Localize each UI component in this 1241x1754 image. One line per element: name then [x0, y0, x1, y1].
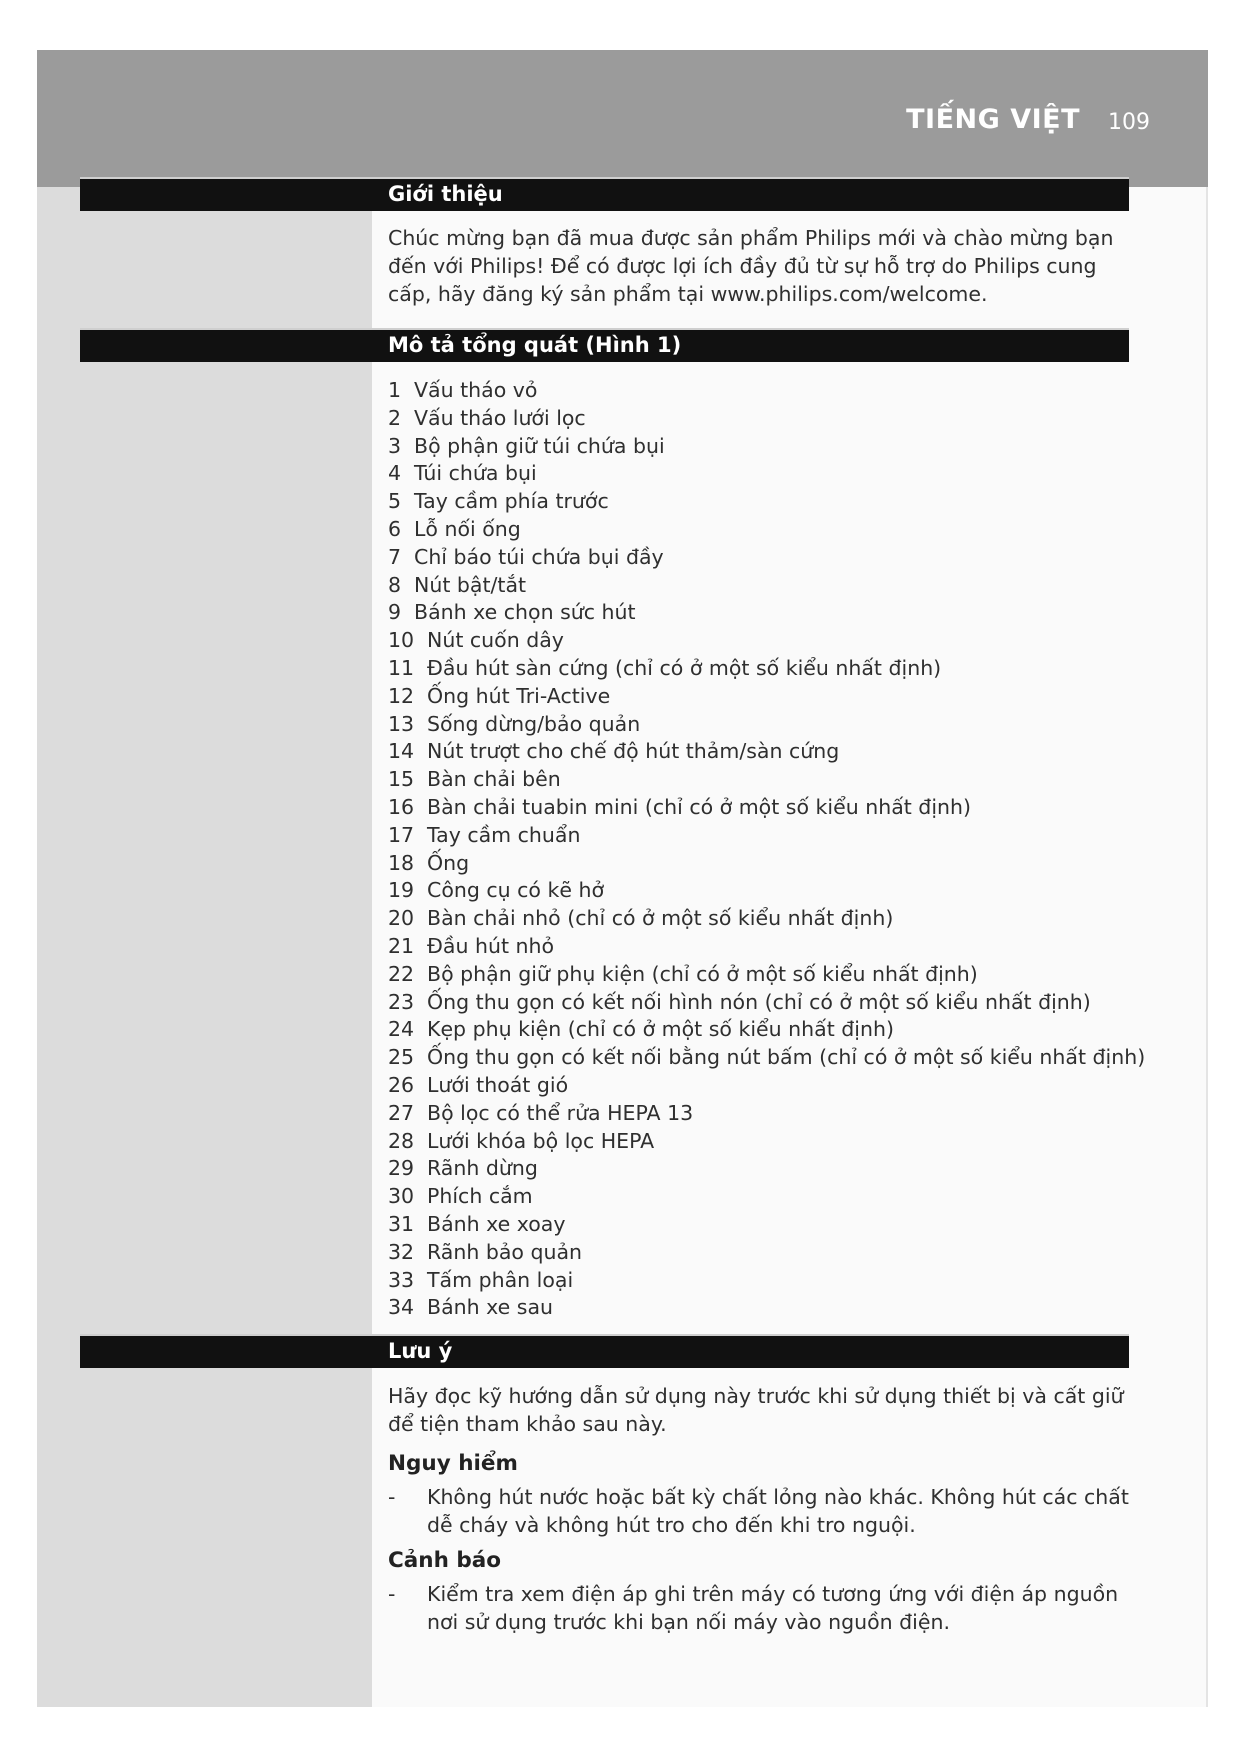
- list-item-text: Nút cuốn dây: [427, 628, 564, 653]
- danger-heading: Nguy hiểm: [388, 1451, 518, 1476]
- list-item-text: Lưới thoát gió: [427, 1072, 569, 1097]
- list-item-number: 20: [388, 906, 415, 931]
- list-item: [388, 1211, 1145, 1239]
- list-item: [388, 488, 1145, 516]
- notes-paragraph: Hãy đọc kỹ hướng dẫn sử dụng này trước khi sử dụng thiết bị và cất giữ để tiện tham khảo sau này.: [388, 1384, 1124, 1436]
- list-item-text: Bàn chải tuabin mini (chỉ có ở một số kiểu nhất định): [427, 794, 972, 819]
- list-item-number: 15: [388, 767, 415, 792]
- list-item-text: Lỗ nối ống: [414, 516, 521, 541]
- section-bar-intro: [80, 177, 1129, 211]
- list-item-text: Vấu tháo vỏ: [414, 378, 538, 402]
- list-item: [388, 1239, 1145, 1267]
- column-divider: [1206, 187, 1208, 1707]
- list-item: [388, 905, 1145, 933]
- list-item-text: Bộ phận giữ phụ kiện (chỉ có ở một số kiểu nhất định): [427, 961, 978, 986]
- danger-bullet: [388, 1483, 1133, 1539]
- danger-text: Không hút nước hoặc bất kỳ chất lỏng nào khác. Không hút các chất dễ cháy và không hút tro cho đến khi tro nguội.: [427, 1485, 1129, 1537]
- section-title-overview: Mô tả tổng quát (Hình 1): [388, 333, 682, 357]
- list-item: [388, 433, 1145, 461]
- list-item-number: 26: [388, 1072, 415, 1097]
- list-item-number: 9: [388, 600, 402, 625]
- list-item: [388, 1128, 1145, 1156]
- list-item-text: Đầu hút nhỏ: [427, 933, 555, 958]
- list-item-number: 34: [388, 1295, 415, 1320]
- list-item-text: Ống hút Tri-Active: [427, 683, 611, 708]
- list-item: [388, 544, 1145, 572]
- list-item-text: Sống dừng/bảo quản: [427, 711, 641, 736]
- list-item-number: 18: [388, 850, 415, 875]
- list-item-number: 4: [388, 461, 402, 486]
- list-item-number: 16: [388, 794, 415, 819]
- list-item: [388, 738, 1145, 766]
- list-item: [388, 405, 1145, 433]
- list-item-text: Ống thu gọn có kết nối bằng nút bấm (chỉ có ở một số kiểu nhất định): [427, 1045, 1146, 1070]
- section-title-intro: Giới thiệu: [388, 182, 503, 206]
- list-item: [388, 1072, 1145, 1100]
- list-item-text: Túi chứa bụi: [414, 461, 537, 486]
- left-margin-column: [37, 187, 372, 1707]
- list-item-text: Vấu tháo lưới lọc: [414, 405, 586, 430]
- list-item: [388, 460, 1145, 488]
- list-item-text: Ống thu gọn có kết nối hình nón (chỉ có ở một số kiểu nhất định): [427, 989, 1091, 1014]
- list-item-number: 7: [388, 544, 402, 569]
- list-item-number: 31: [388, 1211, 415, 1236]
- list-item-number: 3: [388, 433, 402, 458]
- list-item-text: Bộ phận giữ túi chứa bụi: [414, 433, 665, 458]
- list-item-text: Bánh xe xoay: [427, 1211, 566, 1236]
- list-item: [388, 794, 1145, 822]
- list-item-number: 32: [388, 1239, 415, 1264]
- list-item: [388, 377, 1145, 405]
- list-item-text: Bánh xe chọn sức hút: [414, 600, 636, 625]
- section-bar-overview: [80, 328, 1129, 362]
- list-item-text: Bàn chải nhỏ (chỉ có ở một số kiểu nhất định): [427, 906, 894, 931]
- list-item: [388, 850, 1145, 878]
- parts-list: [388, 377, 1145, 1322]
- list-item-text: Phích cắm: [427, 1184, 533, 1209]
- list-item-number: 10: [388, 628, 415, 653]
- warning-text: Kiểm tra xem điện áp ghi trên máy có tương ứng với điện áp nguồn nơi sử dụng trước khi bạn nối máy vào nguồn điện.: [427, 1582, 1119, 1634]
- section-title-notes: Lưu ý: [388, 1339, 453, 1363]
- list-item-number: 33: [388, 1267, 415, 1292]
- intro-paragraph: Chúc mừng bạn đã mua được sản phẩm Philips mới và chào mừng bạn đến với Philips! Để có được lợi ích đầy đủ từ sự hỗ trợ do Philips cung cấp, hãy đăng ký sản phẩm tại www.philips.com/welcome.: [388, 226, 1114, 306]
- list-item-number: 8: [388, 572, 402, 597]
- list-item: [388, 989, 1145, 1017]
- warning-heading: Cảnh báo: [388, 1548, 502, 1573]
- list-item-text: Ống: [427, 850, 470, 875]
- list-item-text: Rãnh bảo quản: [427, 1239, 583, 1264]
- list-item: [388, 711, 1145, 739]
- list-item: [388, 1044, 1145, 1072]
- list-item-number: 13: [388, 711, 415, 736]
- page-number: 109: [1108, 110, 1150, 135]
- list-item-text: Công cụ có kẽ hở: [427, 878, 605, 903]
- list-item: [388, 1100, 1145, 1128]
- list-item-number: 1: [388, 378, 402, 402]
- list-item-number: 24: [388, 1017, 415, 1042]
- list-item-number: 27: [388, 1100, 415, 1125]
- list-item: [388, 877, 1145, 905]
- list-item-number: 5: [388, 489, 402, 514]
- bullet-dash: -: [388, 1485, 396, 1509]
- list-item: [388, 1016, 1145, 1044]
- list-item-number: 14: [388, 739, 415, 764]
- list-item-number: 19: [388, 878, 415, 903]
- list-item: [388, 599, 1145, 627]
- list-item: [388, 1267, 1145, 1295]
- list-item: [388, 1183, 1145, 1211]
- list-item-text: Nút trượt cho chế độ hút thảm/sàn cứng: [427, 739, 840, 764]
- list-item: [388, 516, 1145, 544]
- list-item: [388, 1294, 1145, 1322]
- list-item-number: 29: [388, 1156, 415, 1181]
- section-bar-notes: [80, 1334, 1129, 1368]
- language-title: TIẾNG VIỆT: [906, 104, 1080, 135]
- list-item: [388, 933, 1145, 961]
- list-item: [388, 766, 1145, 794]
- list-item: [388, 627, 1145, 655]
- list-item-number: 25: [388, 1045, 415, 1070]
- list-item: [388, 683, 1145, 711]
- list-item-text: Bàn chải bên: [427, 767, 561, 792]
- list-item-text: Kẹp phụ kiện (chỉ có ở một số kiểu nhất định): [427, 1017, 894, 1042]
- list-item-text: Tay cầm chuẩn: [427, 822, 581, 847]
- list-item-text: Rãnh dừng: [427, 1156, 538, 1181]
- list-item-text: Tay cầm phía trước: [414, 489, 609, 514]
- list-item-text: Đầu hút sàn cứng (chỉ có ở một số kiểu nhất định): [427, 655, 942, 680]
- list-item-number: 11: [388, 655, 415, 680]
- list-item-number: 17: [388, 822, 415, 847]
- list-item-number: 23: [388, 989, 415, 1014]
- list-item-number: 12: [388, 683, 415, 708]
- list-item: [388, 822, 1145, 850]
- list-item: [388, 655, 1145, 683]
- list-item-text: Tấm phân loại: [427, 1267, 574, 1292]
- list-item-number: 22: [388, 961, 415, 986]
- warning-bullet: [388, 1580, 1133, 1636]
- list-item: [388, 572, 1145, 600]
- list-item-text: Lưới khóa bộ lọc HEPA: [427, 1128, 655, 1153]
- list-item-number: 21: [388, 933, 415, 958]
- list-item-text: Bánh xe sau: [427, 1295, 553, 1320]
- bullet-dash: -: [388, 1582, 396, 1606]
- list-item-number: 30: [388, 1184, 415, 1209]
- list-item: [388, 1155, 1145, 1183]
- list-item-text: Nút bật/tắt: [414, 572, 527, 597]
- list-item-number: 6: [388, 516, 402, 541]
- list-item-text: Bộ lọc có thể rửa HEPA 13: [427, 1100, 694, 1125]
- list-item: [388, 961, 1145, 989]
- list-item-number: 2: [388, 405, 402, 430]
- list-item-number: 28: [388, 1128, 415, 1153]
- list-item-text: Chỉ báo túi chứa bụi đầy: [414, 544, 664, 569]
